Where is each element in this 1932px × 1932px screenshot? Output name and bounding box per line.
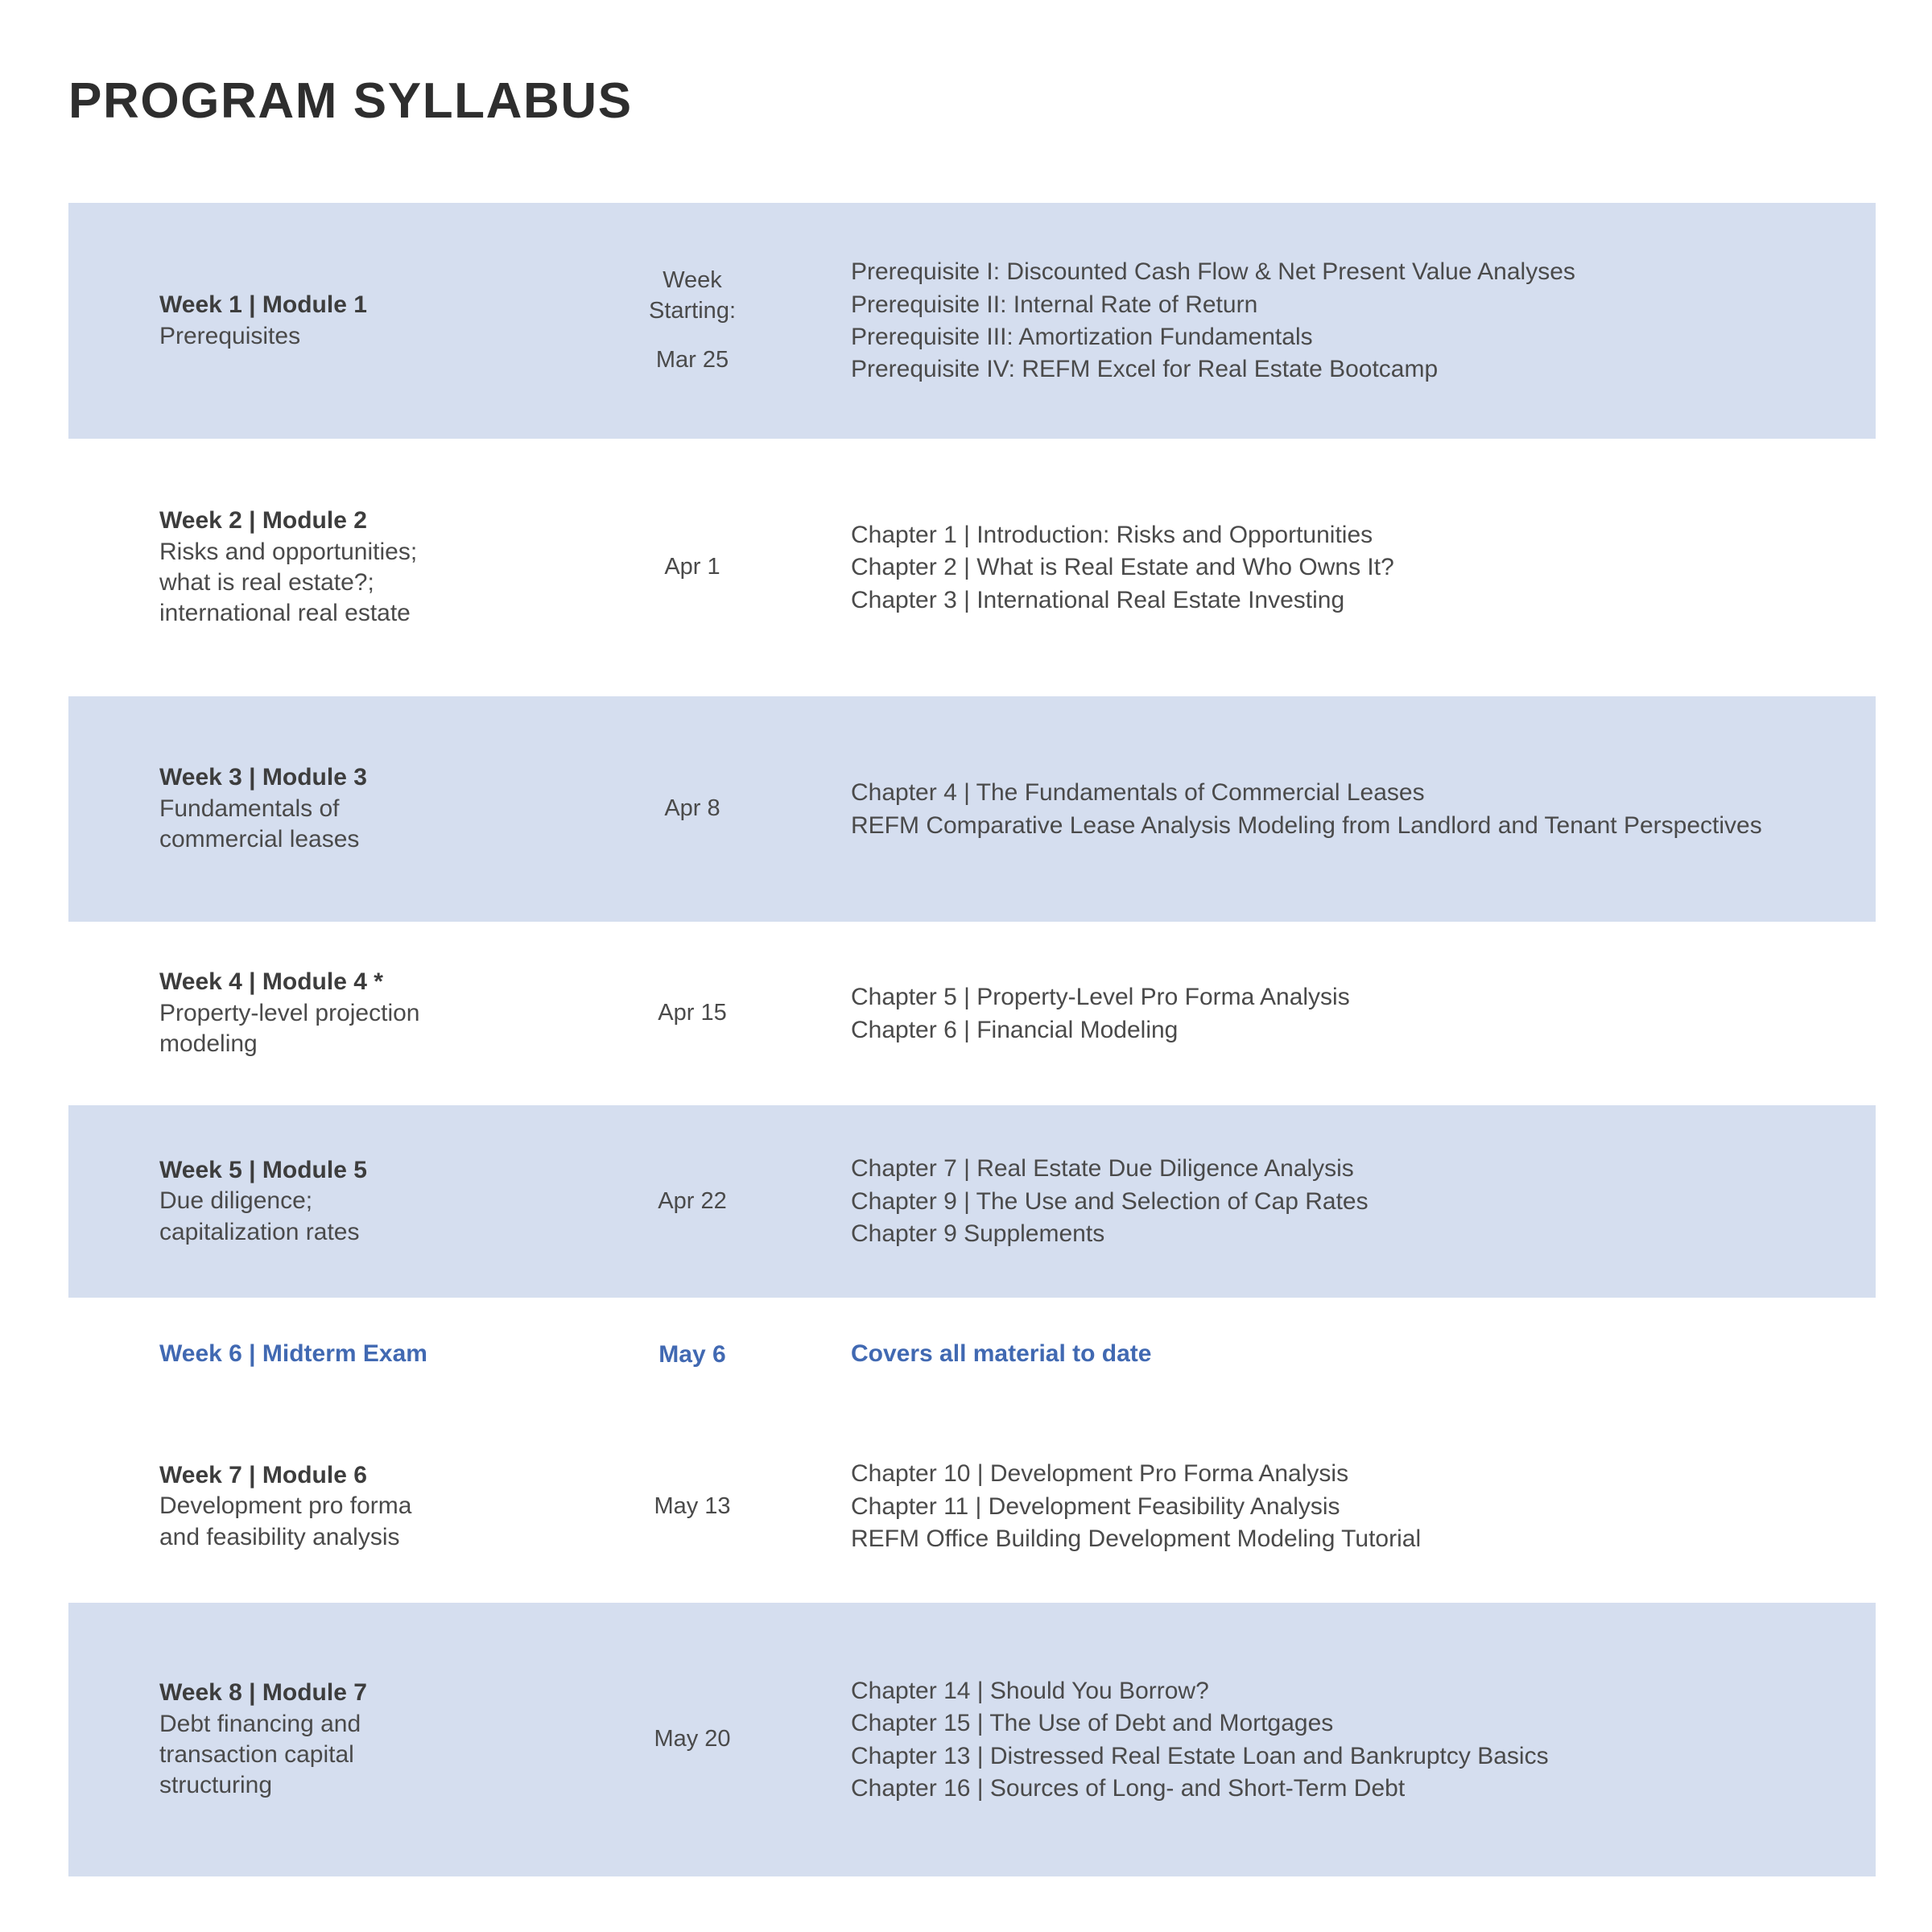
date-header-line-1: Week	[663, 266, 722, 293]
table-row	[68, 439, 1876, 696]
module-description	[159, 1186, 543, 1248]
page-title: PROGRAM SYLLABUS	[68, 73, 633, 129]
module-description-line: Prerequisites	[159, 322, 301, 349]
module-description	[159, 321, 543, 352]
module-description-line: structuring	[159, 1772, 273, 1799]
module-cell	[68, 1460, 543, 1553]
table-row	[68, 203, 1876, 439]
table-row	[68, 1410, 1876, 1603]
content-line: Prerequisite IV: REFM Excel for Real Estate Bootcamp	[851, 356, 1439, 383]
module-title: Week 8 | Module 7	[159, 1679, 367, 1707]
content-line: Chapter 11 | Development Feasibility Analysis	[851, 1492, 1340, 1520]
content-line: Chapter 10 | Development Pro Forma Analysis	[851, 1460, 1349, 1488]
module-description-line: capitalization rates	[159, 1218, 360, 1245]
module-cell	[68, 967, 543, 1059]
content-line: Chapter 5 | Property-Level Pro Forma Analysis	[851, 984, 1350, 1011]
module-description-line: modeling	[159, 1030, 258, 1058]
content-line: REFM Comparative Lease Analysis Modeling from Landlord and Tenant Perspectives	[851, 811, 1762, 839]
module-description-line: commercial leases	[159, 826, 360, 853]
date-cell	[543, 1724, 841, 1755]
date-cell	[543, 1492, 841, 1522]
content-line: Prerequisite III: Amortization Fundamentals	[851, 324, 1313, 350]
module-cell	[68, 1339, 543, 1369]
week-start-date: May 6	[658, 1340, 726, 1368]
content-line: Chapter 3 | International Real Estate Investing	[851, 586, 1345, 613]
module-description-line: Development pro forma	[159, 1492, 412, 1520]
content-cell	[841, 1154, 1876, 1248]
content-line: Chapter 4 | The Fundamentals of Commercial Leases	[851, 779, 1425, 807]
week-start-date: Apr 15	[658, 1000, 727, 1026]
content-cell	[841, 1459, 1876, 1553]
content-cell	[841, 258, 1876, 384]
week-start-date: Apr 8	[664, 795, 720, 822]
content-cell	[841, 1677, 1876, 1803]
content-line: Chapter 1 | Introduction: Risks and Opportunities	[851, 521, 1373, 548]
table-row	[68, 922, 1876, 1105]
module-title: Week 4 | Module 4 *	[159, 968, 383, 996]
module-description-line: Due diligence;	[159, 1187, 313, 1215]
table-row	[68, 1298, 1876, 1410]
date-cell	[543, 1187, 841, 1217]
module-description-line: and feasibility analysis	[159, 1523, 400, 1550]
date-cell	[543, 794, 841, 824]
content-cell	[841, 983, 1876, 1044]
week-start-date: Apr 22	[658, 1187, 727, 1214]
module-title: Week 3 | Module 3	[159, 764, 367, 791]
week-start-date: Mar 25	[655, 347, 729, 374]
date-cell	[543, 1339, 841, 1370]
module-description-line: Property-level projection	[159, 999, 420, 1026]
content-line: Chapter 2 | What is Real Estate and Who Owns It?	[851, 554, 1394, 581]
content-line: Chapter 9 | The Use and Selection of Cap Rates	[851, 1187, 1368, 1215]
content-line: Chapter 16 | Sources of Long- and Short-Term Debt	[851, 1774, 1406, 1802]
module-description	[159, 1491, 543, 1553]
module-description	[159, 1709, 543, 1802]
module-cell	[68, 1678, 543, 1802]
date-cell	[543, 552, 841, 583]
module-title: Week 7 | Module 6	[159, 1461, 367, 1488]
table-row	[68, 696, 1876, 922]
content-line: Chapter 15 | The Use of Debt and Mortgages	[851, 1710, 1334, 1737]
module-cell	[68, 506, 543, 630]
date-header-line-2: Starting:	[649, 297, 736, 324]
content-line: Prerequisite I: Discounted Cash Flow & Net Present Value Analyses	[851, 258, 1575, 286]
module-description-line: international real estate	[159, 600, 411, 627]
content-line: Chapter 9 Supplements	[851, 1220, 1105, 1248]
module-description-line: what is real estate?;	[159, 569, 374, 596]
content-line: REFM Office Building Development Modeling Tutorial	[851, 1525, 1422, 1553]
date-cell	[543, 266, 841, 376]
content-cell	[841, 1340, 1876, 1368]
module-title: Week 5 | Module 5	[159, 1156, 367, 1183]
module-cell	[68, 1155, 543, 1248]
module-title: Week 2 | Module 2	[159, 507, 367, 535]
module-title: Week 6 | Midterm Exam	[159, 1340, 427, 1367]
week-start-date: Apr 1	[664, 554, 720, 580]
content-line: Covers all material to date	[851, 1340, 1152, 1368]
module-description-line: transaction capital	[159, 1741, 354, 1768]
module-description	[159, 794, 543, 856]
content-cell	[841, 778, 1876, 840]
content-cell	[841, 521, 1876, 614]
content-line: Chapter 14 | Should You Borrow?	[851, 1677, 1209, 1704]
module-description-line: Fundamentals of	[159, 795, 340, 822]
module-description	[159, 537, 543, 630]
module-description-line: Debt financing and	[159, 1710, 361, 1737]
date-cell	[543, 998, 841, 1029]
module-title: Week 1 | Module 1	[159, 291, 367, 319]
table-row	[68, 1603, 1876, 1876]
content-line: Prerequisite II: Internal Rate of Return	[851, 291, 1258, 318]
content-line: Chapter 7 | Real Estate Due Diligence Analysis	[851, 1155, 1354, 1183]
week-start-date: May 13	[654, 1492, 731, 1519]
module-cell	[68, 290, 543, 352]
module-description	[159, 998, 543, 1060]
week-start-date: May 20	[654, 1726, 731, 1752]
table-row	[68, 1105, 1876, 1298]
syllabus-table	[68, 203, 1876, 1876]
content-line: Chapter 6 | Financial Modeling	[851, 1016, 1179, 1043]
content-line: Chapter 13 | Distressed Real Estate Loan and Bankruptcy Basics	[851, 1742, 1549, 1769]
module-cell	[68, 762, 543, 855]
module-description-line: Risks and opportunities;	[159, 538, 418, 565]
